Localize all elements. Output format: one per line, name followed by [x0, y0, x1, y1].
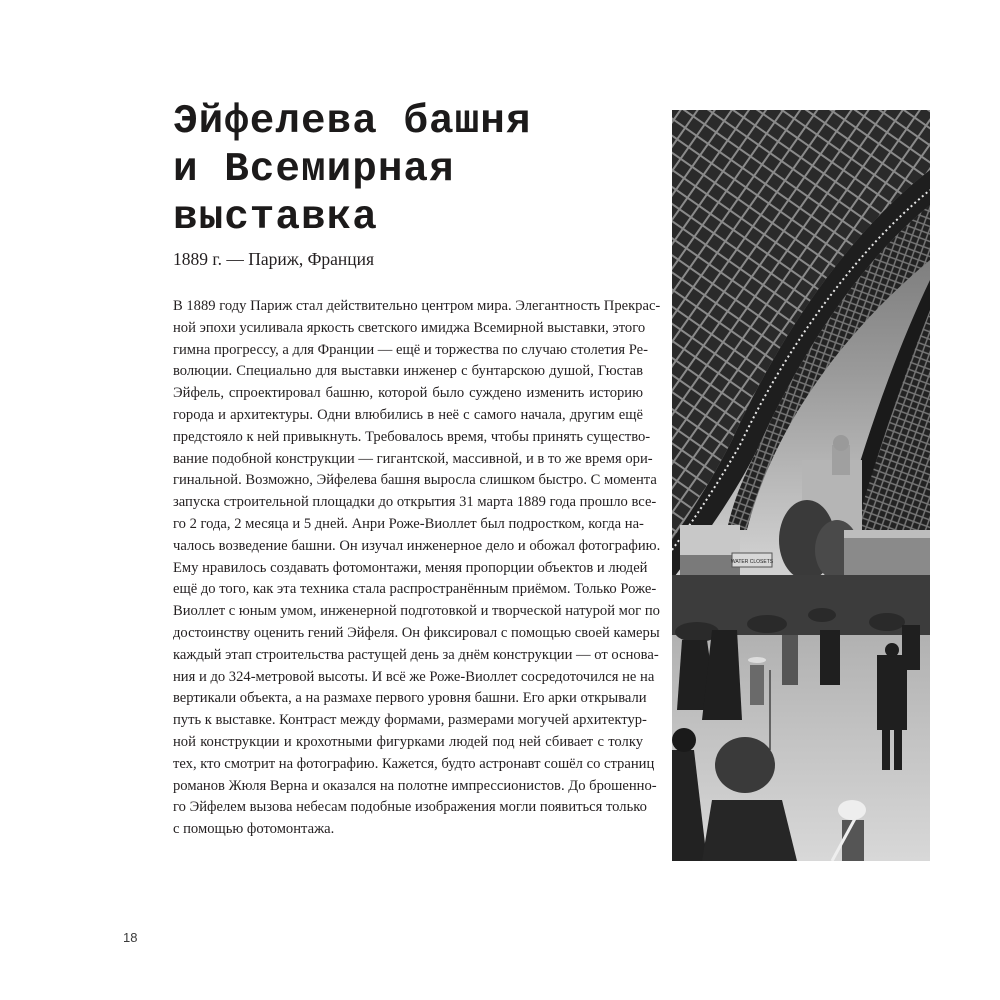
chapter-title: [173, 98, 593, 242]
text-line: ной конструкции и крохотными фигурками людей под ней сбивает с толку: [173, 733, 643, 750]
text-line: Эйфель, спроектировал башню, которой было суждено изменить историю: [173, 385, 643, 402]
eiffel-tower-photo: [672, 110, 930, 861]
text-line: Виоллет с юным умом, инженерной подготовкой и творческой натурой мог по: [173, 603, 660, 620]
title-line-3: выставка: [173, 195, 378, 241]
text-line: ной эпохи усиливала яркость светского имиджа Всемирной выставки, этого: [173, 319, 646, 336]
text-line: гинальной. Возможно, Эйфелева башня выросла слишком быстро. С момента: [173, 472, 657, 489]
text-line: тех, кто смотрит на фотографию. Кажется, будто астронавт сошёл со страниц: [173, 755, 655, 772]
title-line-2: и Всемирная: [173, 147, 455, 193]
text-line: предстояло к ней привыкнуть. Требовалось время, чтобы принять существо-: [173, 428, 651, 445]
text-line: вертикали объекта, а на размахе первого уровня башни. Его арки открывали: [173, 690, 647, 707]
text-line: В 1889 году Париж стал действительно центром мира. Элегантность Прекрас-: [173, 298, 661, 314]
page-number: 18: [123, 930, 138, 945]
text-line: Ему нравилось создавать фотомонтажи, меняя пропорции объектов и людей: [173, 559, 648, 576]
text-line: чалось возведение башни. Он изучал инженерное дело и обожал фотографию.: [173, 537, 661, 554]
text-line: запуска строительной площадки до открытия 31 марта 1889 года прошло все-: [173, 494, 657, 511]
text-line: вание подобной конструкции — гигантской, массивной, и в то же время ори-: [173, 450, 653, 467]
text-line: гимна прогрессу, а для Франции — ещё и торжества по случаю столетия Ре-: [173, 341, 649, 358]
text-line: волюции. Специально для выставки инженер с бунтарскою душой, Гюстав: [173, 363, 643, 380]
text-line: ния и до 324-метровой высоты. И всё же Роже-Виоллет сосредоточился не на: [173, 668, 655, 685]
text-line: достоинству оценить гений Эйфеля. Он фиксировал с помощью своей камеры: [173, 624, 660, 641]
text-line: романов Жюля Верна и оказался на полотне импрессионистов. До брошенно-: [173, 777, 657, 794]
photo-illustration: [672, 110, 930, 861]
text-line: го 2 года, 2 месяца и 5 дней. Анри Роже-Виоллет был подростком, когда на-: [173, 515, 644, 532]
chapter-subtitle: 1889 г. — Париж, Франция: [173, 249, 375, 269]
title-line-1: Эйфелева башня: [173, 99, 532, 145]
text-line: го Эйфелем вызова небесам подобные изображения могли появиться только: [173, 799, 647, 816]
text-line: с помощью фотомонтажа.: [173, 821, 335, 838]
text-line: ещё до того, как эта техника стала распространённым приёмом. Только Роже-: [173, 581, 657, 598]
text-line: путь к выставке. Контраст между формами, размерами могучей архитектур-: [173, 712, 647, 729]
photo-sign-text: WATER CLOSETS: [730, 559, 774, 565]
text-line: города и архитектуры. Одни влюбились в неё с самого начала, другим ещё: [173, 406, 643, 423]
body-paragraph: [173, 296, 661, 841]
text-line: каждый этап строительства растущей день за днём конструкции — от основа-: [173, 646, 659, 663]
